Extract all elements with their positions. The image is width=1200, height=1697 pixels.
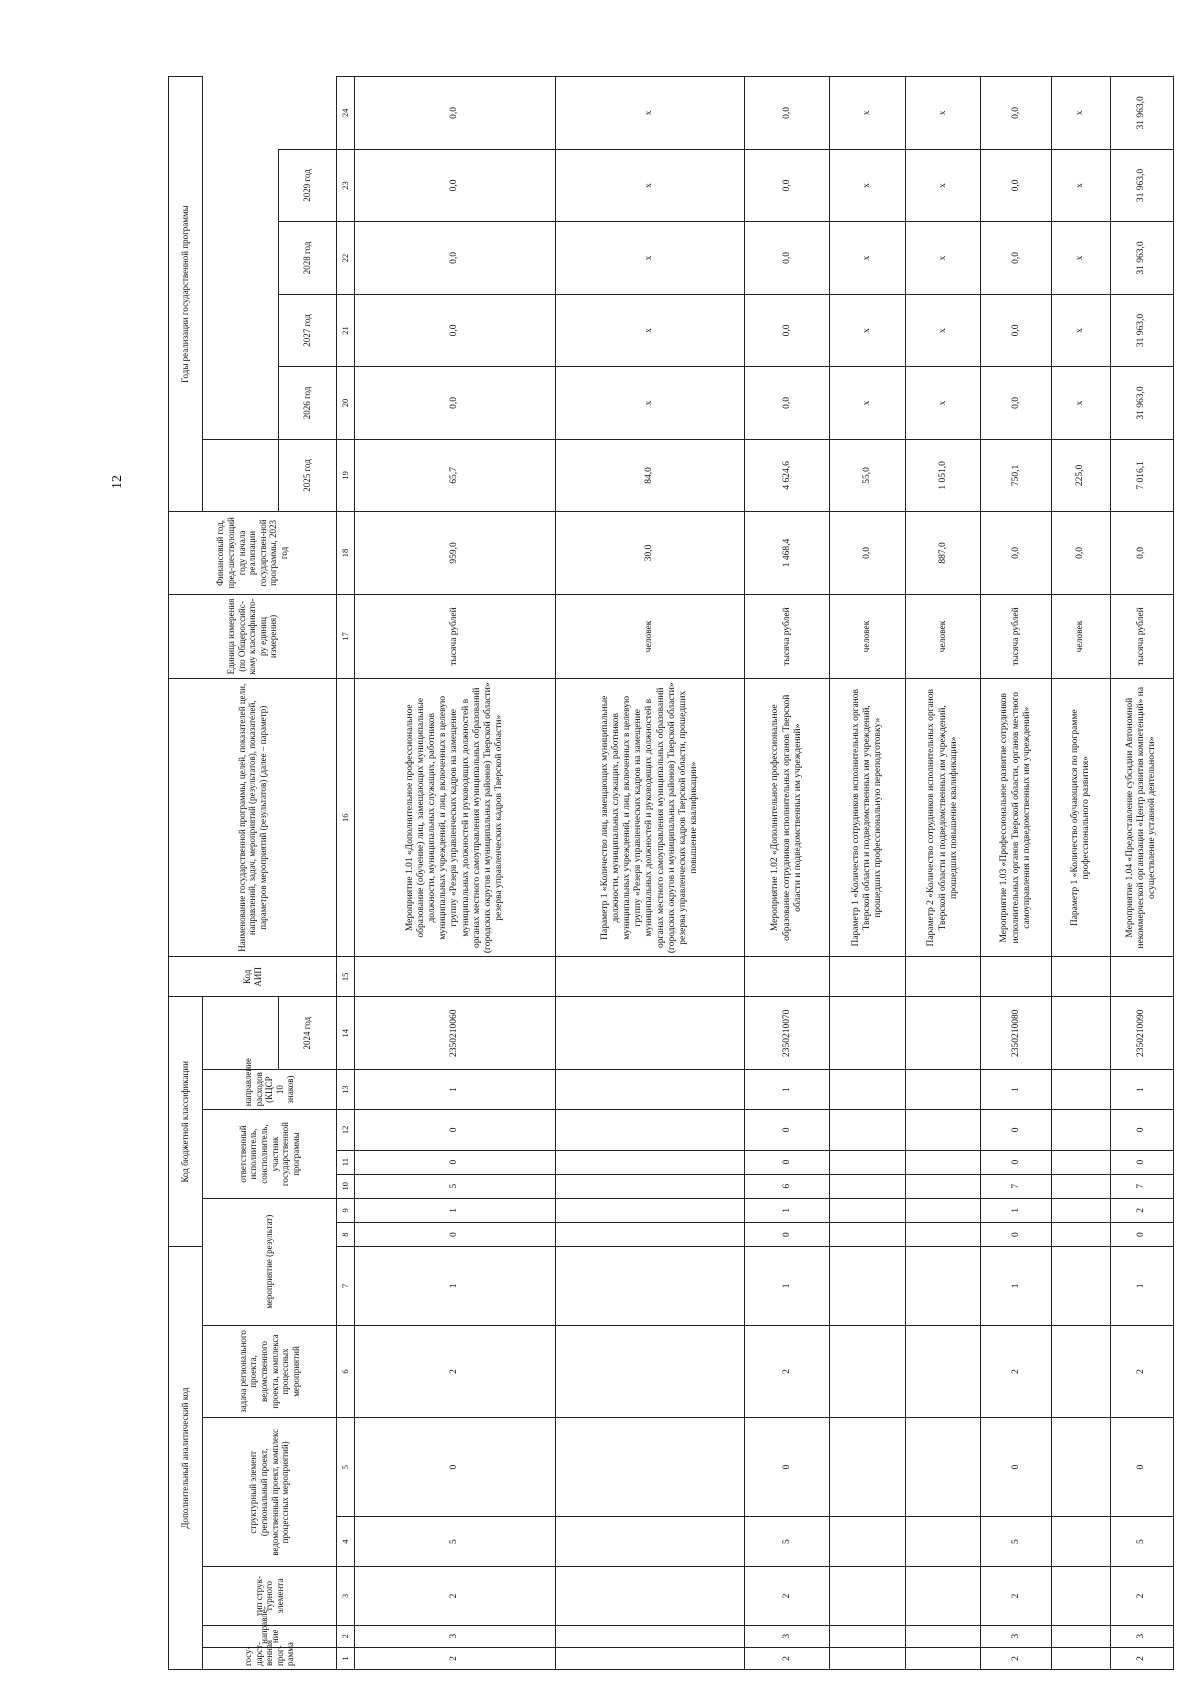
header-year-2025: 2025 год — [279, 439, 337, 511]
cell-year-2025: 0,0 — [355, 367, 556, 439]
cell-struct-type: 5 — [355, 1516, 556, 1566]
cell-task: 1 — [355, 1247, 556, 1326]
column-number: 10 — [337, 1174, 355, 1198]
cell-executor-3 — [556, 1070, 745, 1110]
cell-measure-1: 0 — [1110, 1223, 1173, 1247]
header-expense: направление расходов (КЦСР 10 знаков) — [203, 1070, 337, 1110]
cell-year-2027: 31 963,0 — [1110, 222, 1173, 294]
cell-executor-3 — [905, 1070, 981, 1110]
cell-fin-year: 887,0 — [905, 512, 981, 595]
cell-executor-2: 0 — [981, 1110, 1052, 1150]
cell-year-2029: 0,0 — [981, 77, 1052, 150]
table-row-measure-1-01 — [355, 77, 556, 1670]
cell-measure-3 — [830, 1174, 906, 1198]
cell-program — [1052, 1647, 1111, 1669]
header-analytic-code: Дополнительный аналитический код — [169, 1247, 203, 1670]
cell-year-2029: x — [905, 77, 981, 150]
cell-fin-year: 959,0 — [355, 512, 556, 595]
cell-year-2026: 0,0 — [981, 294, 1052, 366]
cell-struct-type — [905, 1516, 981, 1566]
cell-expense-code — [1052, 997, 1111, 1070]
cell-year-2029: x — [556, 77, 745, 150]
cell-executor-3: 1 — [981, 1070, 1052, 1110]
cell-year-2026: 0,0 — [745, 294, 830, 366]
cell-executor-2 — [830, 1110, 906, 1150]
table-row-measure-1-03 — [981, 77, 1052, 1670]
column-number-row — [337, 77, 355, 1670]
cell-program: 2 — [1110, 1647, 1173, 1669]
column-number: 4 — [337, 1516, 355, 1566]
cell-struct-type — [556, 1516, 745, 1566]
column-number: 2 — [337, 1625, 355, 1647]
cell-aip — [556, 957, 745, 997]
cell-task — [905, 1247, 981, 1326]
cell-executor-1: 0 — [745, 1150, 830, 1174]
cell-direction — [1052, 1567, 1111, 1625]
cell-struct-type: 5 — [981, 1516, 1052, 1566]
cell-year-2025: x — [905, 367, 981, 439]
cell-name: Мероприятие 1.04 «Предоставление субсидии Автономной некоммерческой организации «Центр развития компетенций» на осуществление уставной деятельности» — [1110, 679, 1173, 957]
cell-expense-code: 2350210070 — [745, 997, 830, 1070]
header-unit: Единица измерения (по Общероссийс-кому классификато-ру единиц измерения) — [169, 594, 337, 679]
header-struct-type: тип струк-турного элемента — [203, 1567, 337, 1625]
cell-aip — [355, 957, 556, 997]
cell-executor-3: 1 — [1110, 1070, 1173, 1110]
cell-year-2029: 31 963,0 — [1110, 77, 1173, 150]
cell-struct-element: 0 — [745, 1418, 830, 1517]
cell-year-2028: x — [556, 149, 745, 221]
cell-struct-element: 0 — [1110, 1418, 1173, 1517]
cell-measure-3: 7 — [981, 1174, 1052, 1198]
cell-year-2027: x — [905, 222, 981, 294]
cell-program: 2 — [981, 1647, 1052, 1669]
cell-year-2028: 31 963,0 — [1110, 149, 1173, 221]
cell-struct-element-2 — [556, 1325, 745, 1418]
cell-struct-element: 0 — [981, 1418, 1052, 1517]
cell-name: Мероприятие 1.03 «Профессиональное развитие сотрудников исполнительных органов Тверской области, органов местного самоуправления и подведомственных им учреждений» — [981, 679, 1052, 957]
cell-program-2: 3 — [1110, 1625, 1173, 1647]
cell-struct-type: 5 — [745, 1516, 830, 1566]
cell-fin-year: 0,0 — [981, 512, 1052, 595]
cell-struct-element-2 — [905, 1325, 981, 1418]
cell-name: Мероприятие 1.01 «Дополнительное профессиональное образование (обучение) лиц, замещающих муниципальные должности, муниципальных служащих, работников муниципальных учреждений, и лиц, включенных в целевую группу «Резерв управленческих кадров на замещение муниципальных должностей и руководящих должностей в органах местного самоуправления муниципальных образований (городских округов и муниципальных районов) Тверской области» резерва управленческих кадров Тверской области» — [355, 679, 556, 957]
header-year-2027: 2027 год — [279, 294, 337, 366]
cell-struct-element-2: 2 — [1110, 1325, 1173, 1418]
cell-executor-1 — [830, 1150, 906, 1174]
cell-struct-element-2 — [830, 1325, 906, 1418]
cell-direction — [556, 1567, 745, 1625]
cell-executor-1 — [905, 1150, 981, 1174]
cell-executor-2: 0 — [1110, 1110, 1173, 1150]
cell-year-2026: x — [830, 294, 906, 366]
header-fin-year: Финансовый год, пред-шествующий году начала реализации государствен-ной программы, 2023 год — [169, 512, 337, 595]
cell-executor-1 — [556, 1150, 745, 1174]
cell-program — [905, 1647, 981, 1669]
cell-measure-3 — [556, 1174, 745, 1198]
page-number: 12 — [110, 475, 125, 489]
cell-struct-element — [1052, 1418, 1111, 1517]
cell-year-2024: 4 624,6 — [745, 439, 830, 511]
column-number: 17 — [337, 594, 355, 679]
rotated-table-wrapper — [168, 76, 1174, 1670]
cell-direction: 2 — [355, 1567, 556, 1625]
cell-year-2025: 0,0 — [981, 367, 1052, 439]
cell-measure-2: 1 — [355, 1198, 556, 1222]
cell-direction — [830, 1567, 906, 1625]
cell-unit: человек — [1052, 594, 1111, 679]
cell-measure-3 — [905, 1174, 981, 1198]
cell-year-2026: x — [556, 294, 745, 366]
cell-fin-year: 0,0 — [1110, 512, 1173, 595]
cell-year-2024: 750,1 — [981, 439, 1052, 511]
header-year-2028: 2028 год — [279, 222, 337, 294]
cell-struct-element — [556, 1418, 745, 1517]
cell-aip — [830, 957, 906, 997]
header-year-2026: 2026 год — [279, 367, 337, 439]
cell-aip — [1052, 957, 1111, 997]
cell-measure-1: 0 — [981, 1223, 1052, 1247]
cell-name: Параметр 1 «Количество обучающихся по программе профессионального развития» — [1052, 679, 1111, 957]
cell-program-2: 3 — [745, 1625, 830, 1647]
cell-year-2028: x — [830, 149, 906, 221]
cell-name: Параметр 1 «Количество сотрудников исполнительных органов Тверской области и подведомственных им учреждений, прошедших профессиональную переподготовку» — [830, 679, 906, 957]
cell-executor-3 — [1052, 1070, 1111, 1110]
cell-year-2029: x — [1052, 77, 1111, 150]
column-number: 16 — [337, 679, 355, 957]
cell-year-2027: x — [556, 222, 745, 294]
cell-aip — [1110, 957, 1173, 997]
cell-fin-year: 0,0 — [830, 512, 906, 595]
cell-task: 1 — [1110, 1247, 1173, 1326]
cell-measure-2: 1 — [745, 1198, 830, 1222]
header-executor: ответственный исполнитель, соисполнитель, участник государственной программы — [203, 1110, 337, 1199]
table-row-parameter-1-03 — [1052, 77, 1111, 1670]
cell-unit: тысяча рублей — [981, 594, 1052, 679]
cell-measure-1 — [905, 1223, 981, 1247]
cell-program-2 — [556, 1625, 745, 1647]
cell-task — [830, 1247, 906, 1326]
table-row-parameter-1-01 — [556, 77, 745, 1670]
cell-struct-element-2 — [1052, 1325, 1111, 1418]
cell-program: 2 — [745, 1647, 830, 1669]
cell-aip — [745, 957, 830, 997]
column-number: 9 — [337, 1198, 355, 1222]
column-number: 1 — [337, 1647, 355, 1669]
cell-name: Параметр 2 «Количество сотрудников исполнительных органов Тверской области и подведомственных им учреждений, прошедших повышение квалификации» — [905, 679, 981, 957]
cell-aip — [981, 957, 1052, 997]
column-number: 6 — [337, 1325, 355, 1418]
cell-year-2027: x — [830, 222, 906, 294]
column-number: 13 — [337, 1070, 355, 1110]
column-number: 22 — [337, 222, 355, 294]
cell-struct-type — [1052, 1516, 1111, 1566]
cell-expense-code: 2350210080 — [981, 997, 1052, 1070]
cell-unit: тысяча рублей — [1110, 594, 1173, 679]
header-year-2024: 2024 год — [279, 997, 337, 1070]
cell-year-2029: 0,0 — [745, 77, 830, 150]
cell-unit: человек — [830, 594, 906, 679]
cell-fin-year: 0,0 — [1052, 512, 1111, 595]
column-number: 5 — [337, 1418, 355, 1517]
header-aip: Код АИП — [169, 957, 337, 997]
cell-struct-type — [830, 1516, 906, 1566]
cell-year-2024: 225,0 — [1052, 439, 1111, 511]
cell-struct-element — [905, 1418, 981, 1517]
cell-program — [830, 1647, 906, 1669]
cell-year-2029: 0,0 — [355, 77, 556, 150]
cell-expense-code — [556, 997, 745, 1070]
cell-year-2026: x — [1052, 294, 1111, 366]
header-measure: мероприятие (результат) — [203, 1198, 337, 1325]
cell-year-2024: 7 016,1 — [1110, 439, 1173, 511]
cell-struct-element-2: 2 — [745, 1325, 830, 1418]
cell-executor-3: 1 — [745, 1070, 830, 1110]
cell-measure-2: 1 — [981, 1198, 1052, 1222]
cell-struct-element — [830, 1418, 906, 1517]
cell-year-2029: x — [830, 77, 906, 150]
header-row-1 — [169, 77, 203, 1670]
cell-year-2024: 65,7 — [355, 439, 556, 511]
cell-executor-1 — [1052, 1150, 1111, 1174]
cell-unit: тысяча рублей — [745, 594, 830, 679]
column-number: 21 — [337, 294, 355, 366]
cell-executor-2 — [905, 1110, 981, 1150]
cell-unit: человек — [556, 594, 745, 679]
cell-year-2025: x — [830, 367, 906, 439]
cell-measure-1 — [830, 1223, 906, 1247]
cell-year-2028: 0,0 — [745, 149, 830, 221]
cell-fin-year: 30,0 — [556, 512, 745, 595]
column-number: 24 — [337, 77, 355, 150]
column-number: 18 — [337, 512, 355, 595]
cell-year-2028: x — [905, 149, 981, 221]
cell-measure-1: 0 — [745, 1223, 830, 1247]
cell-task: 1 — [745, 1247, 830, 1326]
cell-struct-type: 5 — [1110, 1516, 1173, 1566]
header-years-group: Годы реализации государственной программы — [169, 77, 203, 512]
cell-expense-code: 2350210060 — [355, 997, 556, 1070]
cell-executor-2: 0 — [745, 1110, 830, 1150]
table-body — [355, 77, 1174, 1670]
budget-table — [168, 76, 1174, 1670]
cell-measure-2 — [830, 1198, 906, 1222]
column-number: 19 — [337, 439, 355, 511]
cell-executor-1: 0 — [355, 1150, 556, 1174]
cell-direction: 2 — [1110, 1567, 1173, 1625]
cell-executor-2: 0 — [355, 1110, 556, 1150]
header-direction: направле-ние — [203, 1625, 337, 1647]
column-number: 23 — [337, 149, 355, 221]
cell-executor-2 — [1052, 1110, 1111, 1150]
cell-measure-1: 0 — [355, 1223, 556, 1247]
cell-program-2 — [905, 1625, 981, 1647]
cell-executor-3: 1 — [355, 1070, 556, 1110]
cell-expense-code — [830, 997, 906, 1070]
header-program: госу-дарст-венная прог-рамма — [203, 1647, 337, 1669]
cell-aip — [905, 957, 981, 997]
cell-year-2025: x — [556, 367, 745, 439]
cell-year-2024: 84,0 — [556, 439, 745, 511]
cell-measure-3: 7 — [1110, 1174, 1173, 1198]
cell-unit: человек — [905, 594, 981, 679]
cell-direction — [905, 1567, 981, 1625]
cell-year-2025: 0,0 — [745, 367, 830, 439]
cell-program-2 — [830, 1625, 906, 1647]
cell-program: 2 — [355, 1647, 556, 1669]
cell-measure-3 — [1052, 1174, 1111, 1198]
column-number: 11 — [337, 1150, 355, 1174]
column-number: 20 — [337, 367, 355, 439]
cell-measure-3: 5 — [355, 1174, 556, 1198]
cell-year-2027: 0,0 — [981, 222, 1052, 294]
cell-executor-3 — [830, 1070, 906, 1110]
cell-task — [556, 1247, 745, 1326]
cell-unit: тысяча рублей — [355, 594, 556, 679]
cell-measure-1 — [1052, 1223, 1111, 1247]
cell-executor-1: 0 — [1110, 1150, 1173, 1174]
header-struct-element: структурный элемент (региональный проект, ведомственный проект, комплекс процессных мероприятий) — [203, 1418, 337, 1567]
column-number: 3 — [337, 1567, 355, 1625]
cell-year-2027: 0,0 — [355, 222, 556, 294]
cell-expense-code: 2350210090 — [1110, 997, 1173, 1070]
cell-program-2: 3 — [981, 1625, 1052, 1647]
cell-measure-2: 2 — [1110, 1198, 1173, 1222]
header-budget-code: Код бюджетной классификации — [169, 997, 203, 1247]
cell-year-2026: 31 963,0 — [1110, 294, 1173, 366]
cell-direction: 2 — [981, 1567, 1052, 1625]
cell-struct-element-2: 2 — [355, 1325, 556, 1418]
cell-year-2027: x — [1052, 222, 1111, 294]
cell-program-2 — [1052, 1625, 1111, 1647]
cell-measure-3: 6 — [745, 1174, 830, 1198]
cell-year-2026: 0,0 — [355, 294, 556, 366]
column-number: 14 — [337, 997, 355, 1070]
table-row-parameter-1-02-a — [830, 77, 906, 1670]
cell-struct-element: 0 — [355, 1418, 556, 1517]
column-number: 7 — [337, 1247, 355, 1326]
cell-executor-2 — [556, 1110, 745, 1150]
cell-year-2028: 0,0 — [981, 149, 1052, 221]
column-number: 8 — [337, 1223, 355, 1247]
cell-struct-element-2: 2 — [981, 1325, 1052, 1418]
cell-year-2028: 0,0 — [355, 149, 556, 221]
table-row-measure-1-04 — [1110, 77, 1173, 1670]
table-row-measure-1-02 — [745, 77, 830, 1670]
cell-task: 1 — [981, 1247, 1052, 1326]
cell-task — [1052, 1247, 1111, 1326]
header-task: задача регионального проекта, ведомственного проекта, комплекса процессных мероприятий — [203, 1325, 337, 1418]
cell-year-2028: x — [1052, 149, 1111, 221]
cell-program — [556, 1647, 745, 1669]
header-name: Наименование государственной программы, целей, показателей цели, направлений, задач, мероприятий (результатов), показателей, параметров мероприятий (результатов) (далее – параметр) — [169, 679, 337, 957]
cell-year-2026: x — [905, 294, 981, 366]
cell-year-2025: 31 963,0 — [1110, 367, 1173, 439]
cell-direction: 2 — [745, 1567, 830, 1625]
cell-year-2024: 55,0 — [830, 439, 906, 511]
cell-program-2: 3 — [355, 1625, 556, 1647]
header-year-2029: 2029 год — [279, 149, 337, 221]
cell-fin-year: 1 468,4 — [745, 512, 830, 595]
cell-measure-1 — [556, 1223, 745, 1247]
column-number: 15 — [337, 957, 355, 997]
column-number: 12 — [337, 1110, 355, 1150]
cell-name: Мероприятие 1.02 «Дополнительное профессиональное образование сотрудников исполнительных органов Тверской области и подведомственных им учреждений» — [745, 679, 830, 957]
table-row-parameter-1-02-b — [905, 77, 981, 1670]
cell-executor-1: 0 — [981, 1150, 1052, 1174]
cell-measure-2 — [1052, 1198, 1111, 1222]
cell-year-2024: 1 051,0 — [905, 439, 981, 511]
cell-year-2027: 0,0 — [745, 222, 830, 294]
cell-name: Параметр 1 «Количество лиц, замещающих муниципальные должности, муниципальных служащих, работников муниципальных учреждений, и лиц, включенных в целевую группу «Резерв управленческих кадров на замещение муниципальных должностей и руководящих должностей в органах местного самоуправления муниципальных образований (городских округов и муниципальных районов) Тверской области» резерва управленческих кадров Тверской области, прошедших повышение квалификации» — [556, 679, 745, 957]
cell-measure-2 — [905, 1198, 981, 1222]
cell-year-2025: x — [1052, 367, 1111, 439]
cell-expense-code — [905, 997, 981, 1070]
cell-measure-2 — [556, 1198, 745, 1222]
